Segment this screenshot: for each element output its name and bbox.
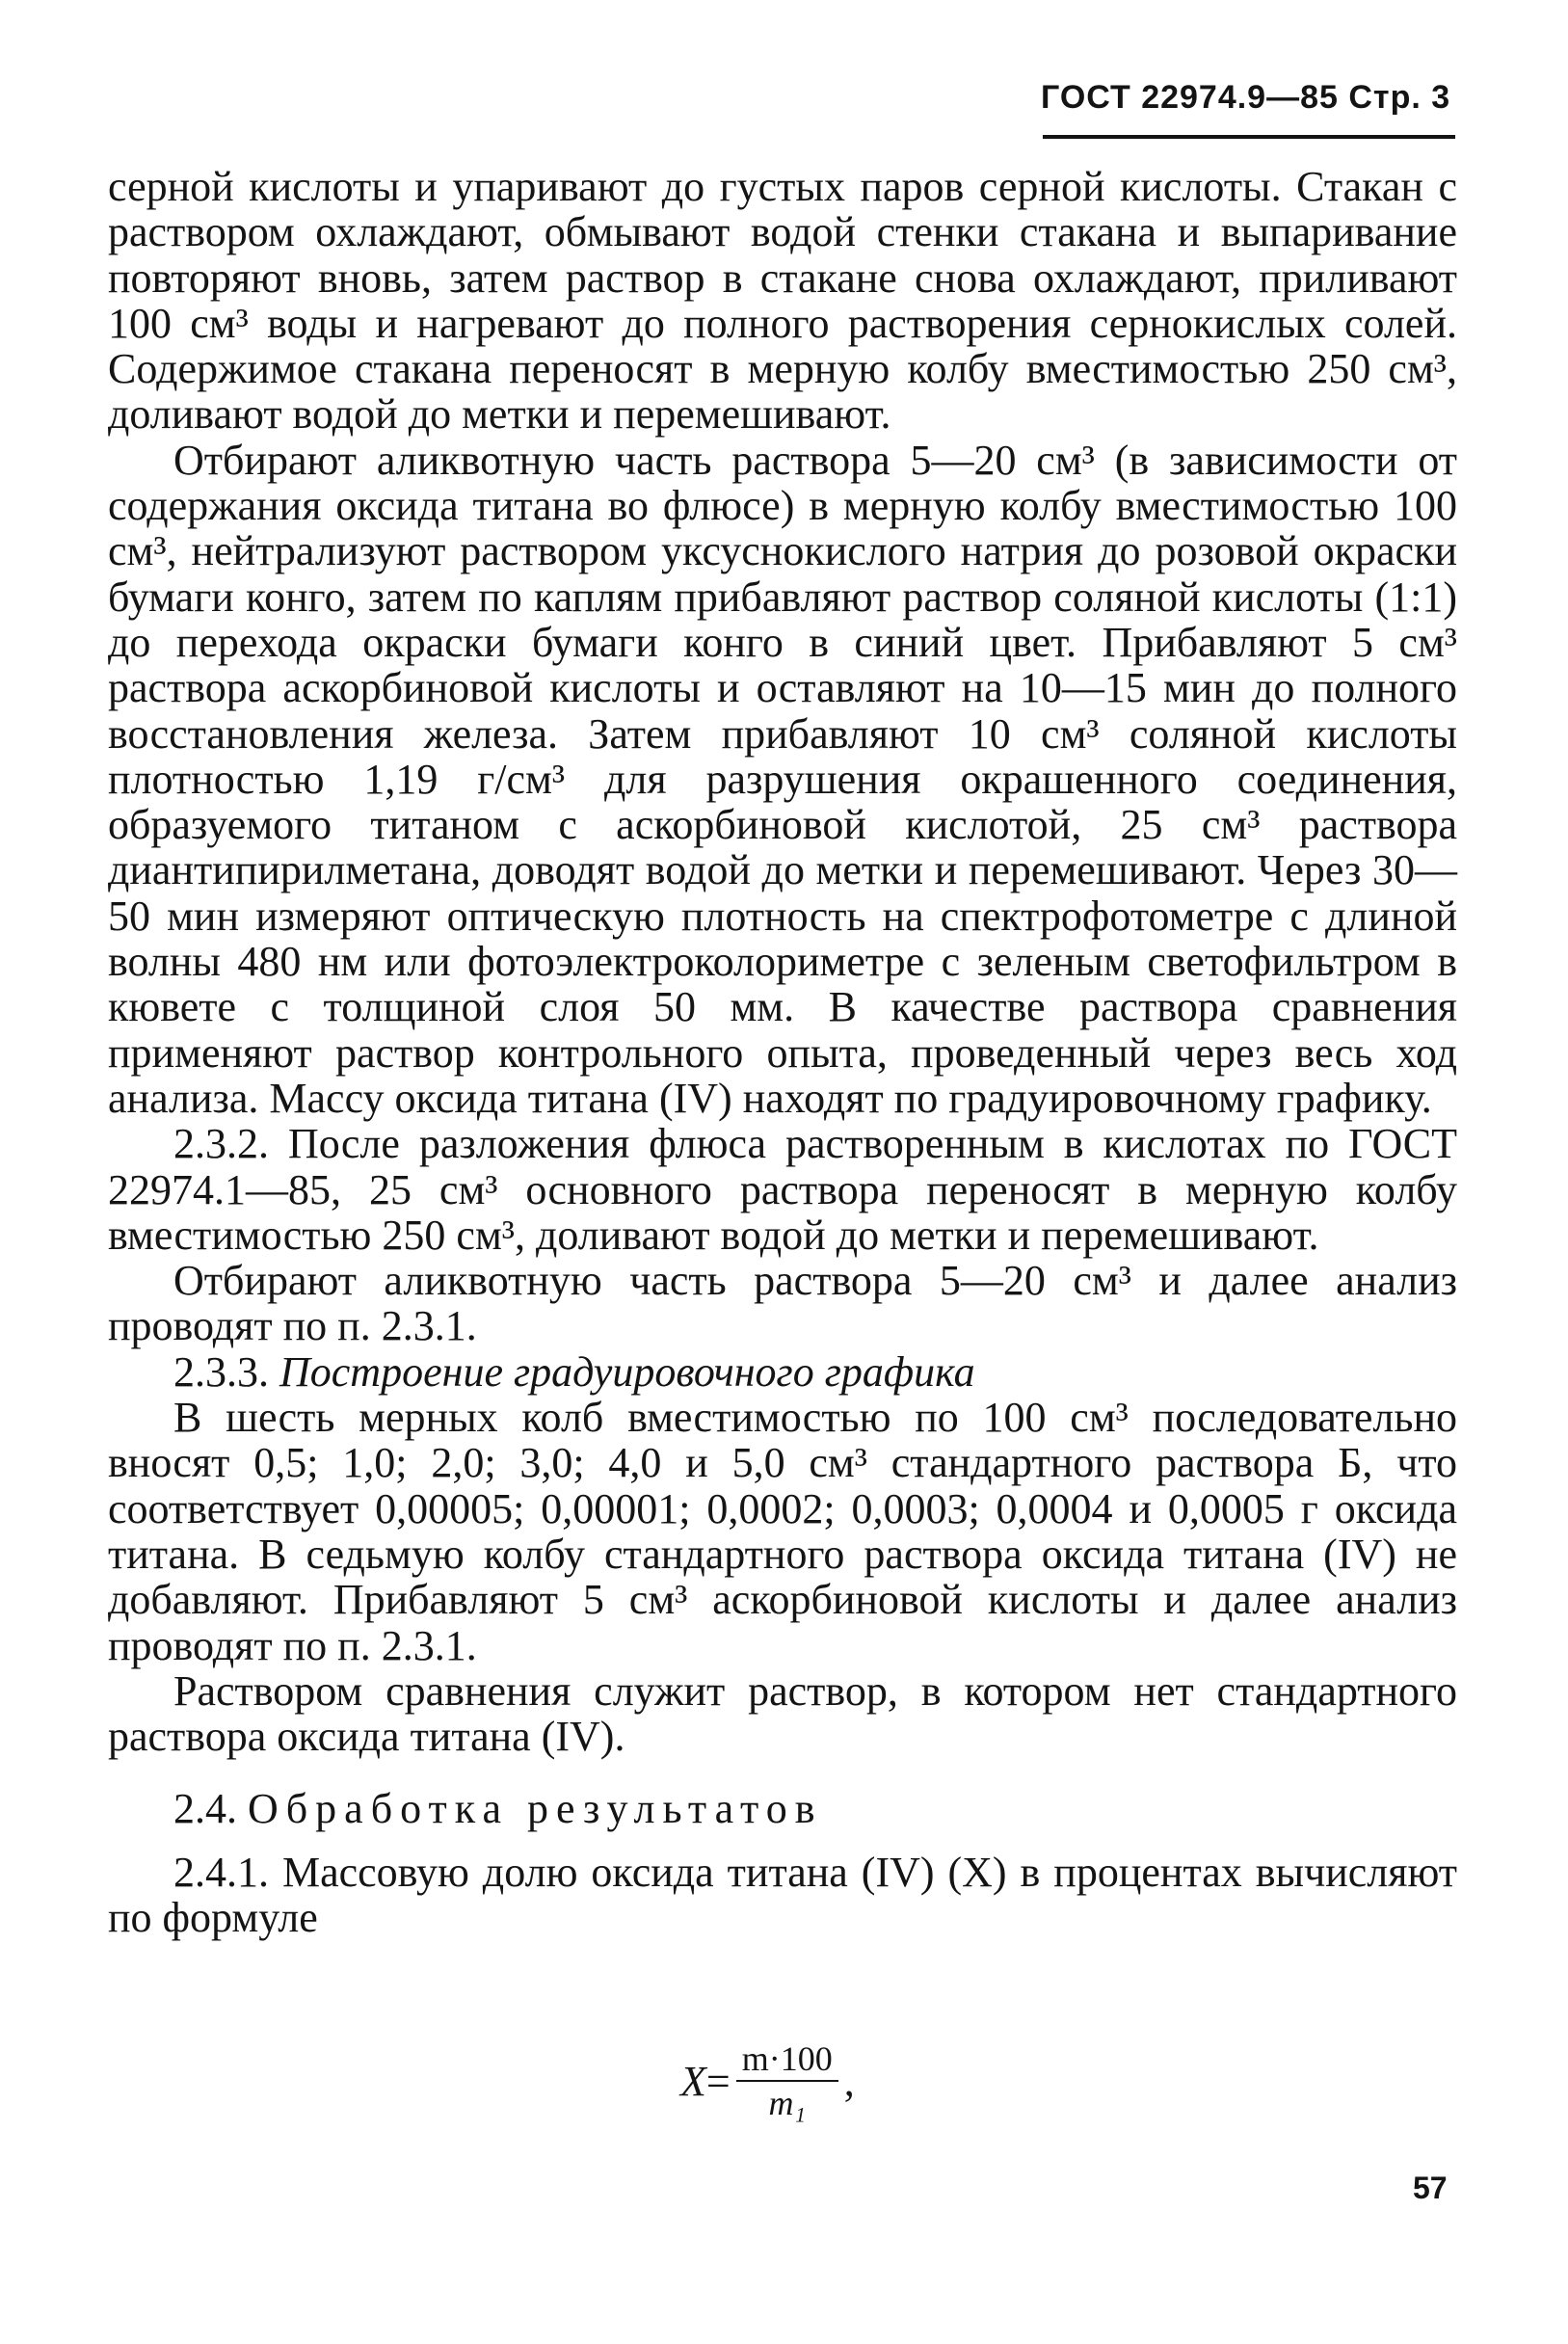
paragraph-aliquot: Отбирают аликвотную часть раствора 5—20 см³ и далее анализ проводят по п. 2.3.1. (108, 1257, 1457, 1350)
paragraph-2-3-1-procedure: Отбирают аликвотную часть раствора 5—20 см³ (в зависимости от содержания оксида титана во флюсе) в мерную колбу вместимостью 100 см³, нейтрализуют раствором уксуснокислого натрия до розовой окраски бумаги конго, затем по каплям прибавляют раствор соляной кислоты (1:1) до перехода окраски бумаги конго в синий цвет. Прибавляют 5 см³ раствора аскорбиновой кислоты и оставляют на 10—15 мин до полного восстановления железа. Затем прибавляют 10 см³ соляной кислоты плотностью 1,19 г/см³ для разрушения окрашенного соединения, образуемого титаном с аскорбиновой кислотой, 25 см³ раствора диантипирилметана, доводят водой до метки и перемешивают. Через 30—50 мин измеряют оптическую плотность на спектрофотометре с длиной волны 480 нм или фотоэлектроколориметре с зеленым светофильтром в кювете с толщиной слоя 50 мм. В качестве раствора сравнения применяют раствор контрольного опыта, проведенный через весь ход анализа. Массу оксида титана (IV) находят по градуировочному графику. (108, 436, 1457, 1122)
paragraph-2-3-2: 2.3.2. После разложения флюса растворенным в кислотах по ГОСТ 22974.1—85, 25 см³ основного раствора переносят в мерную колбу вместимостью 250 см³, доливают водой до метки и перемешивают. (108, 1120, 1457, 1259)
formula-denominator: m₁ (768, 2084, 806, 2122)
section-title: Построение градуировочного графика (279, 1347, 975, 1396)
running-head: ГОСТ 22974.9—85 Стр. 3 (1041, 79, 1451, 116)
formula-fraction (736, 2038, 838, 2124)
section-title: Обработка результатов (248, 1785, 823, 1833)
paragraph-calibration: В шесть мерных колб вместимостью по 100 см³ последовательно вносят 0,5; 1,0; 2,0; 3,0; 4,0 и 5,0 см³ стандартного раствора Б, что соответствует 0,00005; 0,00001; 0,0002; 0,0003; 0,0004 и 0,0005 г оксида титана. В седьмую колбу стандартного раствора оксида титана (IV) не добавляют. Прибавляют 5 см³ аскорбиновой кислоты и далее анализ проводят по п. 2.3.1. (108, 1394, 1457, 1669)
section-number: 2.3.3. (173, 1347, 269, 1396)
formula-equals: = (705, 2057, 731, 2105)
page-body (108, 164, 1457, 1940)
section-number: 2.4. (173, 1785, 237, 1833)
section-2-3-3-heading (108, 1349, 1457, 1395)
section-2-4-heading (108, 1786, 1457, 1831)
page-number: 57 (1413, 2171, 1448, 2205)
header-rule (1043, 135, 1455, 139)
formula-lhs: X (680, 2057, 706, 2105)
paragraph-2-4-1: 2.4.1. Массовую долю оксида титана (IV) (X) в процентах вычисляют по формуле (108, 1848, 1457, 1941)
formula-trailing-comma: , (843, 2057, 855, 2105)
formula-numerator: m·100 (736, 2038, 838, 2082)
paragraph-continuation: серной кислоты и упаривают до густых паров серной кислоты. Стакан с раствором охлаждают, обмывают водой стенки стакана и выпаривание повторяют вновь, затем раствор в стакане снова охлаждают, приливают 100 см³ воды и нагревают до полного растворения сернокислых солей. Содержимое стакана переносят в мерную колбу вместимостью 250 см³, доливают водой до метки и перемешивают. (108, 163, 1457, 439)
formula (680, 2038, 855, 2124)
paragraph-reference-solution: Раствором сравнения служит раствор, в котором нет стандартного раствора оксида титана (IV). (108, 1666, 1457, 1761)
